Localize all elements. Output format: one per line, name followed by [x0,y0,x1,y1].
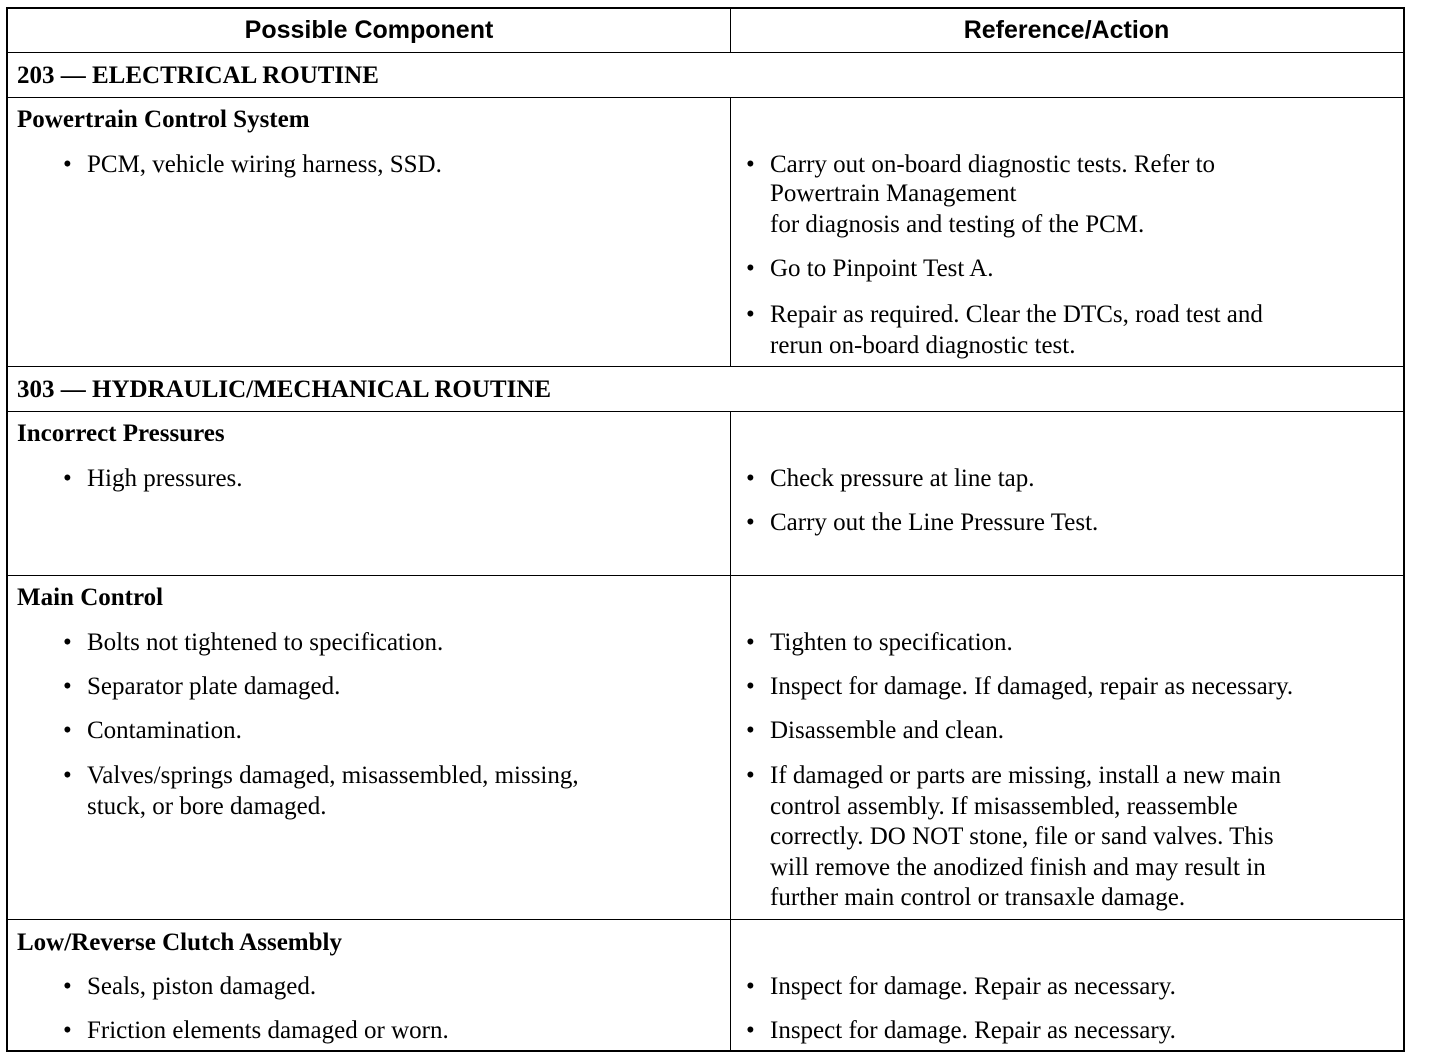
component-title: Low/Reverse Clutch Assembly [17,929,342,956]
action-item [746,254,994,285]
action-item [746,972,1176,1003]
header-reference-action: Reference/Action [963,16,1170,44]
action-item [746,672,1294,703]
component-title: Incorrect Pressures [17,420,225,447]
action-item [746,716,1004,747]
action-item [746,464,1035,495]
action-line: Powertrain Management [770,179,1017,207]
cause-item [63,628,444,659]
action-item [746,300,1263,361]
cause-text: High pressures. [87,465,243,492]
component-title: Main Control [17,584,164,611]
bullet-icon: • [746,673,755,700]
action-line: Inspect for damage. Repair as necessary. [770,1017,1176,1044]
component-title: Powertrain Control System [17,106,310,133]
section-divider [8,97,1403,98]
bullet-icon: • [746,509,755,536]
cause-text: Contamination. [87,717,242,744]
action-line: Inspect for damage. Repair as necessary. [770,973,1176,1000]
bullet-icon: • [746,465,755,492]
bullet-icon: • [746,151,755,178]
action-item [746,150,1216,241]
row-divider [8,575,1403,576]
bullet-icon: • [746,629,755,656]
cause-text: Seals, piston damaged. [87,973,317,1000]
action-line: control assembly. If misassembled, reassemble [770,792,1238,820]
action-line: Carry out on-board diagnostic tests. Refer to [770,151,1216,178]
column-divider [730,9,731,53]
cause-item [63,716,242,747]
bullet-icon: • [63,629,72,656]
bullet-icon: • [746,717,755,744]
action-line: Inspect for damage. If damaged, repair as necessary. [770,673,1294,700]
cause-item [63,150,442,181]
bullet-icon: • [63,973,72,1000]
bullet-icon: • [746,301,755,328]
cause-text: Valves/springs damaged, misassembled, missing, [87,762,579,789]
action-line: Go to Pinpoint Test A. [770,255,994,282]
bullet-icon: • [746,255,755,282]
action-line: correctly. DO NOT stone, file or sand valves. This [770,823,1274,850]
header-possible-component: Possible Component [244,16,494,44]
bullet-icon: • [746,973,755,1000]
section-divider [8,366,1403,367]
action-item [746,1016,1176,1047]
action-line: Disassemble and clean. [770,717,1004,744]
cause-item [63,464,243,495]
section-title-303: 303 — HYDRAULIC/MECHANICAL ROUTINE [17,376,552,403]
action-line: If damaged or parts are missing, install a new main [770,762,1281,789]
diagnostic-table [6,7,1405,1052]
action-line: Check pressure at line tap. [770,465,1035,492]
cause-item [63,972,317,1003]
action-line: Carry out the Line Pressure Test. [770,509,1099,536]
bullet-icon: • [63,762,72,789]
cause-text: Friction elements damaged or worn. [87,1017,449,1044]
bullet-icon: • [746,1017,755,1044]
bullet-icon: • [63,151,72,178]
column-divider [730,412,731,1052]
action-item [746,508,1099,539]
bullet-icon: • [746,762,755,789]
cause-item [63,672,341,703]
cause-text: Bolts not tightened to specification. [87,629,444,656]
header-divider [8,52,1403,53]
action-item [746,761,1281,914]
action-line: will remove the anodized finish and may result in [770,853,1266,881]
section-title-203: 203 — ELECTRICAL ROUTINE [17,62,379,89]
bullet-icon: • [63,717,72,744]
bullet-icon: • [63,465,72,492]
column-divider [730,98,731,367]
action-item [746,628,1013,659]
cause-text: PCM, vehicle wiring harness, SSD. [87,151,442,178]
cause-item [63,761,579,822]
section-divider [8,411,1403,412]
row-divider [8,919,1403,920]
cause-item [63,1016,449,1047]
bullet-icon: • [63,1017,72,1044]
action-line: Repair as required. Clear the DTCs, road test and [770,301,1263,328]
action-line: for diagnosis and testing of the PCM. [770,211,1145,238]
cause-text: stuck, or bore damaged. [87,792,327,820]
action-line: rerun on-board diagnostic test. [770,331,1076,359]
cause-text: Separator plate damaged. [87,673,341,700]
action-line: Tighten to specification. [770,629,1013,656]
bullet-icon: • [63,673,72,700]
action-line: further main control or transaxle damage. [770,884,1186,911]
